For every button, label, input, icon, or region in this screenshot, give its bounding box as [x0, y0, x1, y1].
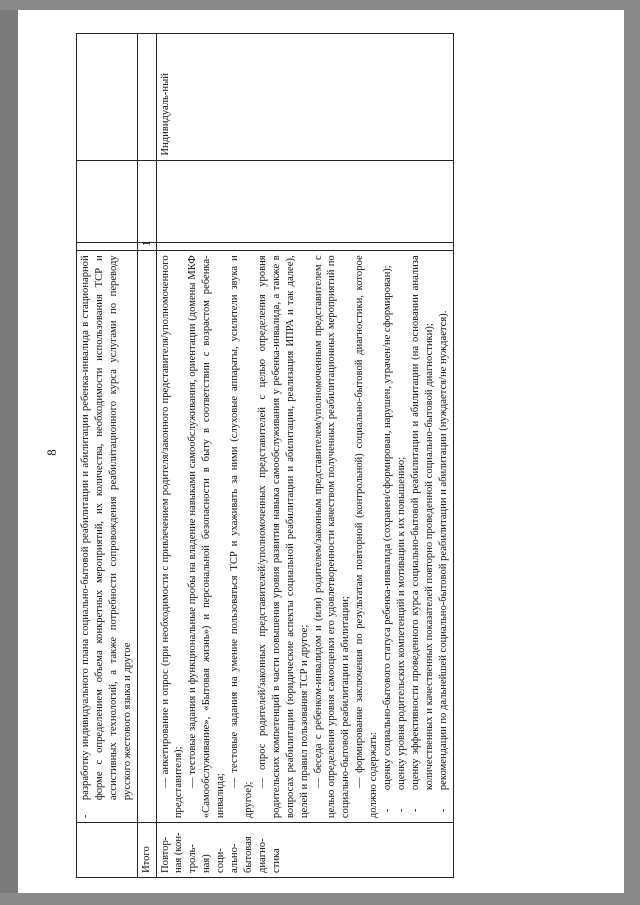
- dash-marker: —: [256, 777, 268, 789]
- page-number: 8: [44, 449, 59, 456]
- dash-marker: -: [409, 808, 421, 813]
- sub-list-item: [409, 255, 437, 818]
- total-label: Итого: [137, 823, 156, 878]
- rehabilitation-table: [76, 33, 454, 878]
- list-item-text: формирование заключения по результатам повторной (контрольной) социально-бытовой диагностики, которое должно содержать:: [354, 255, 380, 819]
- list-item-text: опрос родителей/законных представителей/уполномоченных представителей с целью определения уровня родительских компетенций в части повышения уровня развития навыка самообслуживания у ребенка-инвалида, а также в вопросах реабилитации (юридические аспекты социальной реабилитации и абилитации, реализация ИПРА и так далее), целей и правил пользования ТСР и другое;: [256, 255, 310, 819]
- dash-marker: —: [312, 777, 324, 789]
- list-item: [256, 255, 312, 818]
- sub-list-item: [381, 255, 395, 818]
- sub-list-item-text: оценку уровня родительских компетенций и мотивации к их повышению;: [395, 456, 407, 791]
- form-label: Индивидуаль-ный: [156, 34, 453, 161]
- dash-marker: -: [80, 814, 91, 819]
- table-cell: [137, 251, 156, 823]
- rotated-document-page: [40, 25, 600, 880]
- table-cell: [77, 160, 138, 242]
- list-item-text: тестовые задания на умение пользоваться ТСР и ухаживать за ними (слуховые аппараты, усилители звука и другое);: [229, 255, 254, 819]
- scan-border-top: [0, 0, 640, 10]
- table-cell: [137, 160, 156, 242]
- table-cell: [137, 34, 156, 161]
- dash-marker: —: [187, 777, 199, 789]
- list-item: [186, 255, 228, 818]
- sub-list-item-text: оценку эффективности проведенного курса социально-бытовой реабилитации и абилитации (на основании анализа количественных и качественных показателей повторно проведенной социально-бытовой диагностики);: [409, 255, 435, 791]
- table-cell: [156, 242, 453, 250]
- list-item: [228, 255, 256, 818]
- list-item-text: анкетирование и опрос (при необходимости с привлечением родителя/законного представителя/уполномоченного представителя);: [159, 255, 185, 819]
- list-item-text: разработку индивидуального плана социально-бытовой реабилитации и абилитации ребенка-инвалида в стационарной форме с определением объема конкретных мероприятий, их количества, необходимости использования ТСР и ассистивных технологий, а также потребности сопровождения реабилитационного курса услугами по переводу русского жестового языка и другое: [80, 255, 133, 801]
- table-cell: [156, 160, 453, 242]
- scan-border-right: [624, 0, 640, 905]
- list-item: [159, 255, 187, 818]
- scan-border-left: [0, 0, 18, 905]
- dash-marker: -: [382, 808, 394, 813]
- table-cell: [77, 251, 138, 823]
- sub-list-item: [437, 255, 451, 818]
- list-item-text: беседа с ребенком-инвалидом и (или) родителем/законным представителем/уполномоченным представителем с целью определения уровня самооценки его удовлетворенности качеством полученных реабилитационных мероприятий по социально-бытовой реабилитации и абилитации;: [312, 255, 352, 819]
- sub-list-item-text: оценку социально-бытового статуса ребенка-инвалида (сохранен/сформирован, нарушен, утрачен/не сформирован);: [382, 265, 394, 791]
- sub-list-item-text: рекомендации по дальнейшей социально-бытовой реабилитации и абилитации (нуждается/не нуждается).: [437, 310, 449, 791]
- table-cell: [77, 34, 138, 161]
- stage-label: Повтор-ная (кон-троль-ная) соци-ально-бытовая диагно-стика: [156, 823, 453, 878]
- table-row-total: [137, 34, 156, 878]
- dash-marker: —: [159, 777, 171, 789]
- table-cell: [77, 823, 138, 878]
- list-item: [79, 255, 135, 818]
- list-item: [353, 255, 381, 818]
- dash-marker: —: [229, 777, 241, 789]
- scan-border-bottom: [0, 893, 640, 905]
- sub-list-item: [395, 255, 409, 818]
- table-cell: [156, 251, 453, 823]
- list-item: [312, 255, 354, 818]
- dash-marker: -: [437, 808, 449, 813]
- table-cell: [77, 242, 138, 250]
- dash-marker: -: [395, 808, 407, 813]
- table-row: [156, 34, 453, 878]
- table-row: [77, 34, 138, 878]
- list-item-text: тестовые задания и функциональные пробы на владение навыками самообслуживания, ориентации (домены МКФ «Самообслуживание», «Бытовая жизнь») и персональной безопасности в быту в соответствии с возрастом ребенка-инвалида;: [187, 255, 227, 819]
- dash-marker: —: [354, 777, 366, 789]
- total-value: 1: [137, 242, 156, 250]
